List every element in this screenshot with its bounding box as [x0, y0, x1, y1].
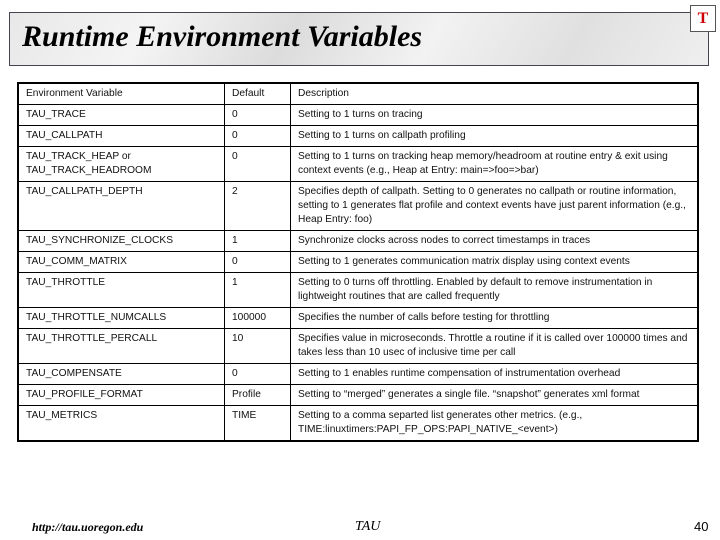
cell-default: 0	[225, 252, 291, 273]
cell-default: 0	[225, 105, 291, 126]
cell-description: Setting to 1 enables runtime compensation of instrumentation overhead	[291, 364, 699, 385]
cell-description: Setting to 1 turns on callpath profiling	[291, 126, 699, 147]
cell-description: Setting to 1 turns on tracking heap memory/headroom at routine entry & exit using context events (e.g., Heap at Entry: main=>foo=>bar)	[291, 147, 699, 182]
env-variables-table	[17, 82, 699, 442]
cell-variable: TAU_THROTTLE	[18, 273, 225, 308]
table-row	[18, 308, 698, 329]
table-row	[18, 406, 698, 442]
cell-variable: TAU_COMM_MATRIX	[18, 252, 225, 273]
table-header-row	[18, 83, 698, 105]
cell-description: Specifies depth of callpath. Setting to 0 generates no callpath or routine information, setting to 1 generates flat profile and context events have just parent information (e.g., Heap Entry: foo)	[291, 182, 699, 231]
table-row	[18, 273, 698, 308]
cell-default: Profile	[225, 385, 291, 406]
cell-default: TIME	[225, 406, 291, 442]
cell-variable: TAU_CALLPATH	[18, 126, 225, 147]
cell-description: Specifies value in microseconds. Throttle a routine if it is called over 100000 times and takes less than 10 usec of inclusive time per call	[291, 329, 699, 364]
header-variable: Environment Variable	[18, 83, 225, 105]
header-description: Description	[291, 83, 699, 105]
table-row	[18, 364, 698, 385]
page-number: 40	[694, 519, 709, 534]
cell-variable: TAU_TRACK_HEAP or TAU_TRACK_HEADROOM	[18, 147, 225, 182]
footer-url[interactable]: http://tau.uoregon.edu	[32, 520, 144, 534]
cell-description: Synchronize clocks across nodes to correct timestamps in traces	[291, 231, 699, 252]
table-row	[18, 105, 698, 126]
cell-variable: TAU_SYNCHRONIZE_CLOCKS	[18, 231, 225, 252]
table-row	[18, 329, 698, 364]
table-row	[18, 182, 698, 231]
cell-variable: TAU_THROTTLE_PERCALL	[18, 329, 225, 364]
footer-center: TAU	[355, 519, 381, 534]
cell-default: 0	[225, 364, 291, 385]
cell-default: 0	[225, 126, 291, 147]
cell-variable: TAU_THROTTLE_NUMCALLS	[18, 308, 225, 329]
cell-description: Setting to “merged” generates a single file. “snapshot” generates xml format	[291, 385, 699, 406]
cell-description: Setting to 1 generates communication matrix display using context events	[291, 252, 699, 273]
cell-default: 10	[225, 329, 291, 364]
cell-variable: TAU_PROFILE_FORMAT	[18, 385, 225, 406]
table-row	[18, 385, 698, 406]
cell-default: 100000	[225, 308, 291, 329]
cell-variable: TAU_CALLPATH_DEPTH	[18, 182, 225, 231]
cell-description: Setting to a comma separted list generates other metrics. (e.g., TIME:linuxtimers:PAPI_FP_OPS:PAPI_NATIVE_<event>)	[291, 406, 699, 442]
header-default: Default	[225, 83, 291, 105]
cell-description: Setting to 0 turns off throttling. Enabled by default to remove instrumentation in lightweight routines that are called frequently	[291, 273, 699, 308]
table-row	[18, 126, 698, 147]
table-row	[18, 252, 698, 273]
table-row	[18, 147, 698, 182]
cell-variable: TAU_METRICS	[18, 406, 225, 442]
cell-default: 1	[225, 273, 291, 308]
cell-description: Specifies the number of calls before testing for throttling	[291, 308, 699, 329]
cell-default: 0	[225, 147, 291, 182]
table-row	[18, 231, 698, 252]
cell-variable: TAU_TRACE	[18, 105, 225, 126]
cell-default: 2	[225, 182, 291, 231]
cell-description: Setting to 1 turns on tracing	[291, 105, 699, 126]
cell-variable: TAU_COMPENSATE	[18, 364, 225, 385]
cell-default: 1	[225, 231, 291, 252]
slide-title: Runtime Environment Variables	[22, 20, 423, 53]
tau-logo-icon: T	[690, 5, 716, 32]
